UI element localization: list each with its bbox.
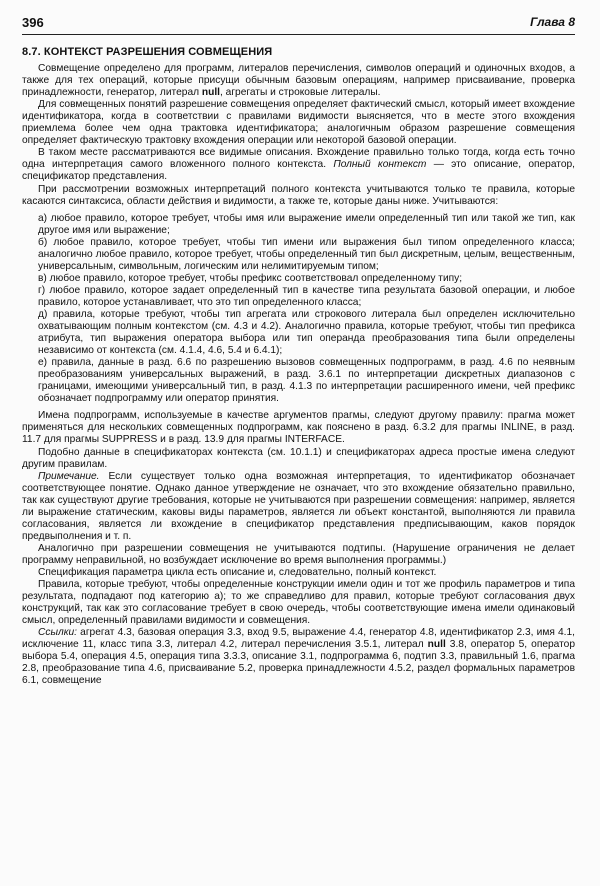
paragraph: Подобно данные в спецификаторах контекста (см. 10.1.1) и спецификаторах адреса простые имена следуют другим правилам. [22,446,575,470]
section-number: 8.7. [22,46,41,58]
text-span: 3.8, оператор 5, оператор выбора 5.4, операция 4.5, операция типа 3.3.3, описание 3.1, подпрограмма 6, подтип 3.3, правильный 1.6, прагма 2.8, преобразование типа 4.6, присваивание 5.2, проверка принадлежности 4.5.2, раздел формальных параметров 6.1, совмещение [22,639,575,687]
text-span: Совмещение определено для программ, литералов перечисления, символов операций и одиночных входов, а также для тех операций, которые присущи обычным базовым операциям, например присваивание, проверка принадлежности, генератор, литерал [22,63,575,99]
list-item: а) любое правило, которое требует, чтобы имя или выражение имели определенный тип или такой же тип, как другое имя или выражение; [38,212,575,236]
section-heading [22,46,575,58]
page-header [22,14,575,35]
list-item: г) любое правило, которое задает определенный тип в качестве типа результата базовой операции, и любое правило, которое устанавливает, что это тип определенного класса; [38,284,575,308]
page-number: 396 [22,15,44,30]
paragraph: Аналогично при разрешении совмещения не учитываются подтипы. (Нарушение ограничения не делает программу неправильной, но возбуждает исключение во время выполнения программы.) [22,542,575,566]
note-label: Примечание. [38,470,100,482]
list-item: б) любое правило, которое требует, чтобы тип имени или выражения был типом определенного класса; аналогично любое правило, которое требует, чтобы определенный тип был дискретным, целым, вещественным, универсальным, символьным, логическим или нелимитируемым типом; [38,236,575,272]
paragraph-references [22,627,575,687]
text-span: В таком месте рассматриваются все видимые описания. Вхождение правильно только тогда, когда есть точно одна интерпретация самого вложенного полного контекста. [22,147,575,171]
text-span: агрегат 4.3, базовая операция 3.3, вход 9.5, выражение 4.4, генератор 4.8, идентификатор 2.3, имя 4.1, исключение 11, класс типа 3.3, литерал 4.2, литерал перечисления 3.5.1, литерал [22,627,575,651]
references-label: Ссылки: [38,627,77,639]
paragraph: Правила, которые требуют, чтобы определенные конструкции имели один и тот же профиль параметров и типа результата, подпадают под категорию а); то же справедливо для правил, которые требуют согласования двух конструкций, так как это согласование требует в свою очередь, чтобы соответствующие имена имели одинаковый смысл, определенный правилами видимости и совмещения. [22,579,575,627]
paragraph [22,63,575,99]
text-span: — это описание, оператор, спецификатор представления. [22,159,575,183]
list-item: д) правила, которые требуют, чтобы тип агрегата или строкового литерала был определен исключительно охватывающим полным контекстом (см. 4.3 и 4.2). Аналогично правила, которые требуют, чтобы тип префикса атрибута, тип выражения оператора выбора или тип операнда преобразования типа были определены независимо от контекста (см. 4.1.4, 4.6, 5.4 и 6.4.1); [38,308,575,357]
paragraph: Для совмещенных понятий разрешение совмещения определяет фактический смысл, который имеет вхождение идентификатора, когда в соответствии с правилами видимости выясняется, что в месте этого вхождения приемлема более чем одна трактовка идентификатора; аналогичным образом разрешение совмещения определяет фактическую трактовку вхождения операции или некоторой базовой операции. [22,99,575,147]
term-full-context: Полный контекст [333,159,427,171]
paragraph-note [22,471,575,543]
keyword-null: null [201,87,220,99]
page-body [22,46,575,687]
paragraph: Имена подпрограмм, используемые в качестве аргументов прагмы, следуют другому правилу: прагма может применяться для нескольких совмещенных подпрограмм, как пояснено в разд. 6.3.2 для прагмы INLINE, в разд. 11.7 для прагмы SUPPRESS и в разд. 13.9 для прагмы INTERFACE. [22,410,575,446]
chapter-title: Глава 8 [530,15,575,29]
keyword-null: null [427,639,446,651]
paragraph: При рассмотрении возможных интерпретаций полного контекста учитываются только те правила, которые касаются синтаксиса, области действия и видимости, а также те, которые даны ниже. Учитываются: [22,183,575,207]
list-item: в) любое правило, которое требует, чтобы префикс соответствовал определенному типу; [38,272,463,284]
text-span: Если существует только одна возможная интерпретация, то идентификатор обозначает соответствующее понятие. Однако данное утверждение не означает, что это вхождение обязательно правильно, так как существуют другие требования, которые не учитываются при разрешении совмещения: например, является ли выражение статическим, каковы виды параметров, является ли объект константой, выполняются ли правила согласования, является ли вхождение в спецификатор представления предписывающим, каков порядок предвыполнения и т. п. [22,470,575,542]
text-span: , агрегаты и строковые литералы. [220,87,381,99]
section-title: КОНТЕКСТ РАЗРЕШЕНИЯ СОВМЕЩЕНИЯ [43,46,273,58]
paragraph [22,147,575,183]
list-item: е) правила, данные в разд. 6.6 по разрешению вызовов совмещенных подпрограмм, в разд. 4.6 по неявным преобразованиям универсальных выражений, в разд. 3.6.1 по интерпретации дискретных диапазонов с границами, имеющими универсальный тип, в разд. 4.1.3 по интерпретации расширенного имени, чей префикс обозначает подпрограмму или оператор принятия. [38,357,575,405]
paragraph: Спецификация параметра цикла есть описание и, следовательно, полный контекст. [38,566,437,578]
